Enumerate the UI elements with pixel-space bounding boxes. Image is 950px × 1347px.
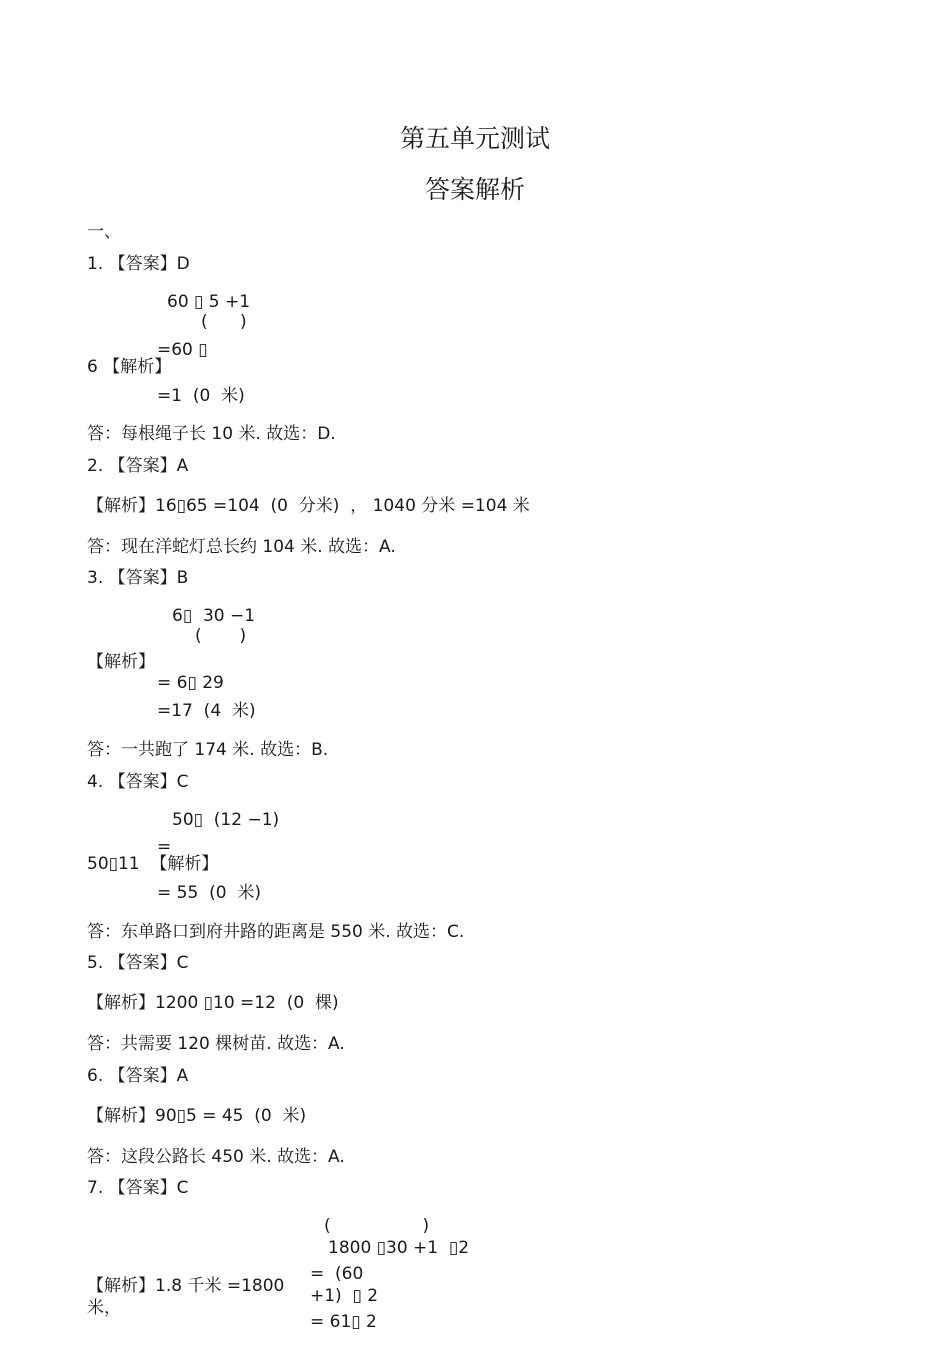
q7-answer: 7. 【答案】C (87, 1178, 189, 1198)
q4-reply: 答：东单路口到府井路的距离是 550 米. 故选：C. (87, 922, 465, 942)
q7-math-line1: 1800 ▯30 +1 ▯2 (328, 1238, 470, 1258)
section-heading: 一、 (87, 222, 121, 242)
q2-answer: 2. 【答案】A (87, 456, 189, 476)
q4-answer: 4. 【答案】C (87, 772, 189, 792)
q7-math-line3: +1) ▯ 2 (310, 1286, 379, 1306)
q7-math-line2: = (60 (310, 1264, 364, 1284)
q5-answer: 5. 【答案】C (87, 953, 189, 973)
q6-analysis: 【解析】90▯5 = 45 (0 米) (87, 1106, 307, 1126)
q1-math-paren: ( ) (201, 312, 247, 332)
q1-reply: 答：每根绳子长 10 米. 故选：D. (87, 424, 336, 444)
q3-math-paren: ( ) (195, 626, 247, 646)
q1-math-line3: =1 (0 米) (157, 386, 245, 406)
q7-analysis-label: 【解析】1.8 千米 =1800 (87, 1276, 285, 1296)
q3-math-line3: =17 (4 米) (157, 701, 256, 721)
page-subtitle: 答案解析 (424, 175, 525, 204)
q4-math-line1: 50▯ (12 −1) (172, 810, 280, 830)
q3-answer: 3. 【答案】B (87, 568, 189, 588)
q1-answer: 1. 【答案】D (87, 254, 190, 274)
q1-math-line2: =60 ▯ (157, 340, 208, 360)
q7-math-paren: ( ) (324, 1216, 430, 1236)
q3-math-line1: 6▯ 30 −1 (172, 606, 256, 626)
q3-analysis-label: 【解析】 (87, 652, 155, 672)
q7-math-line4: = 61▯ 2 (310, 1312, 377, 1332)
q1-analysis-label: 6 【解析】 (87, 357, 172, 377)
q6-answer: 6. 【答案】A (87, 1066, 189, 1086)
q2-analysis: 【解析】16▯65 =104 (0 分米) ， 1040 分米 =104 米 (87, 496, 530, 516)
q5-analysis: 【解析】1200 ▯10 =12 (0 棵) (87, 993, 339, 1013)
q5-reply: 答：共需要 120 棵树苗. 故选：A. (87, 1034, 345, 1054)
q7-analysis-label-cont: 米， (87, 1298, 121, 1318)
page-title: 第五单元测试 (399, 124, 550, 153)
q4-math-eq: = (157, 837, 172, 857)
q1-math-line1: 60 ▯ 5 +1 (167, 292, 251, 312)
q4-analysis-label: 50▯11 【解析】 (87, 854, 219, 874)
q2-reply: 答：现在洋蛇灯总长约 104 米. 故选：A. (87, 537, 396, 557)
q3-reply: 答：一共跑了 174 米. 故选：B. (87, 740, 329, 760)
q3-math-line2: = 6▯ 29 (157, 673, 224, 693)
q6-reply: 答：这段公路长 450 米. 故选：A. (87, 1147, 345, 1167)
q4-math-line2: = 55 (0 米) (157, 883, 261, 903)
